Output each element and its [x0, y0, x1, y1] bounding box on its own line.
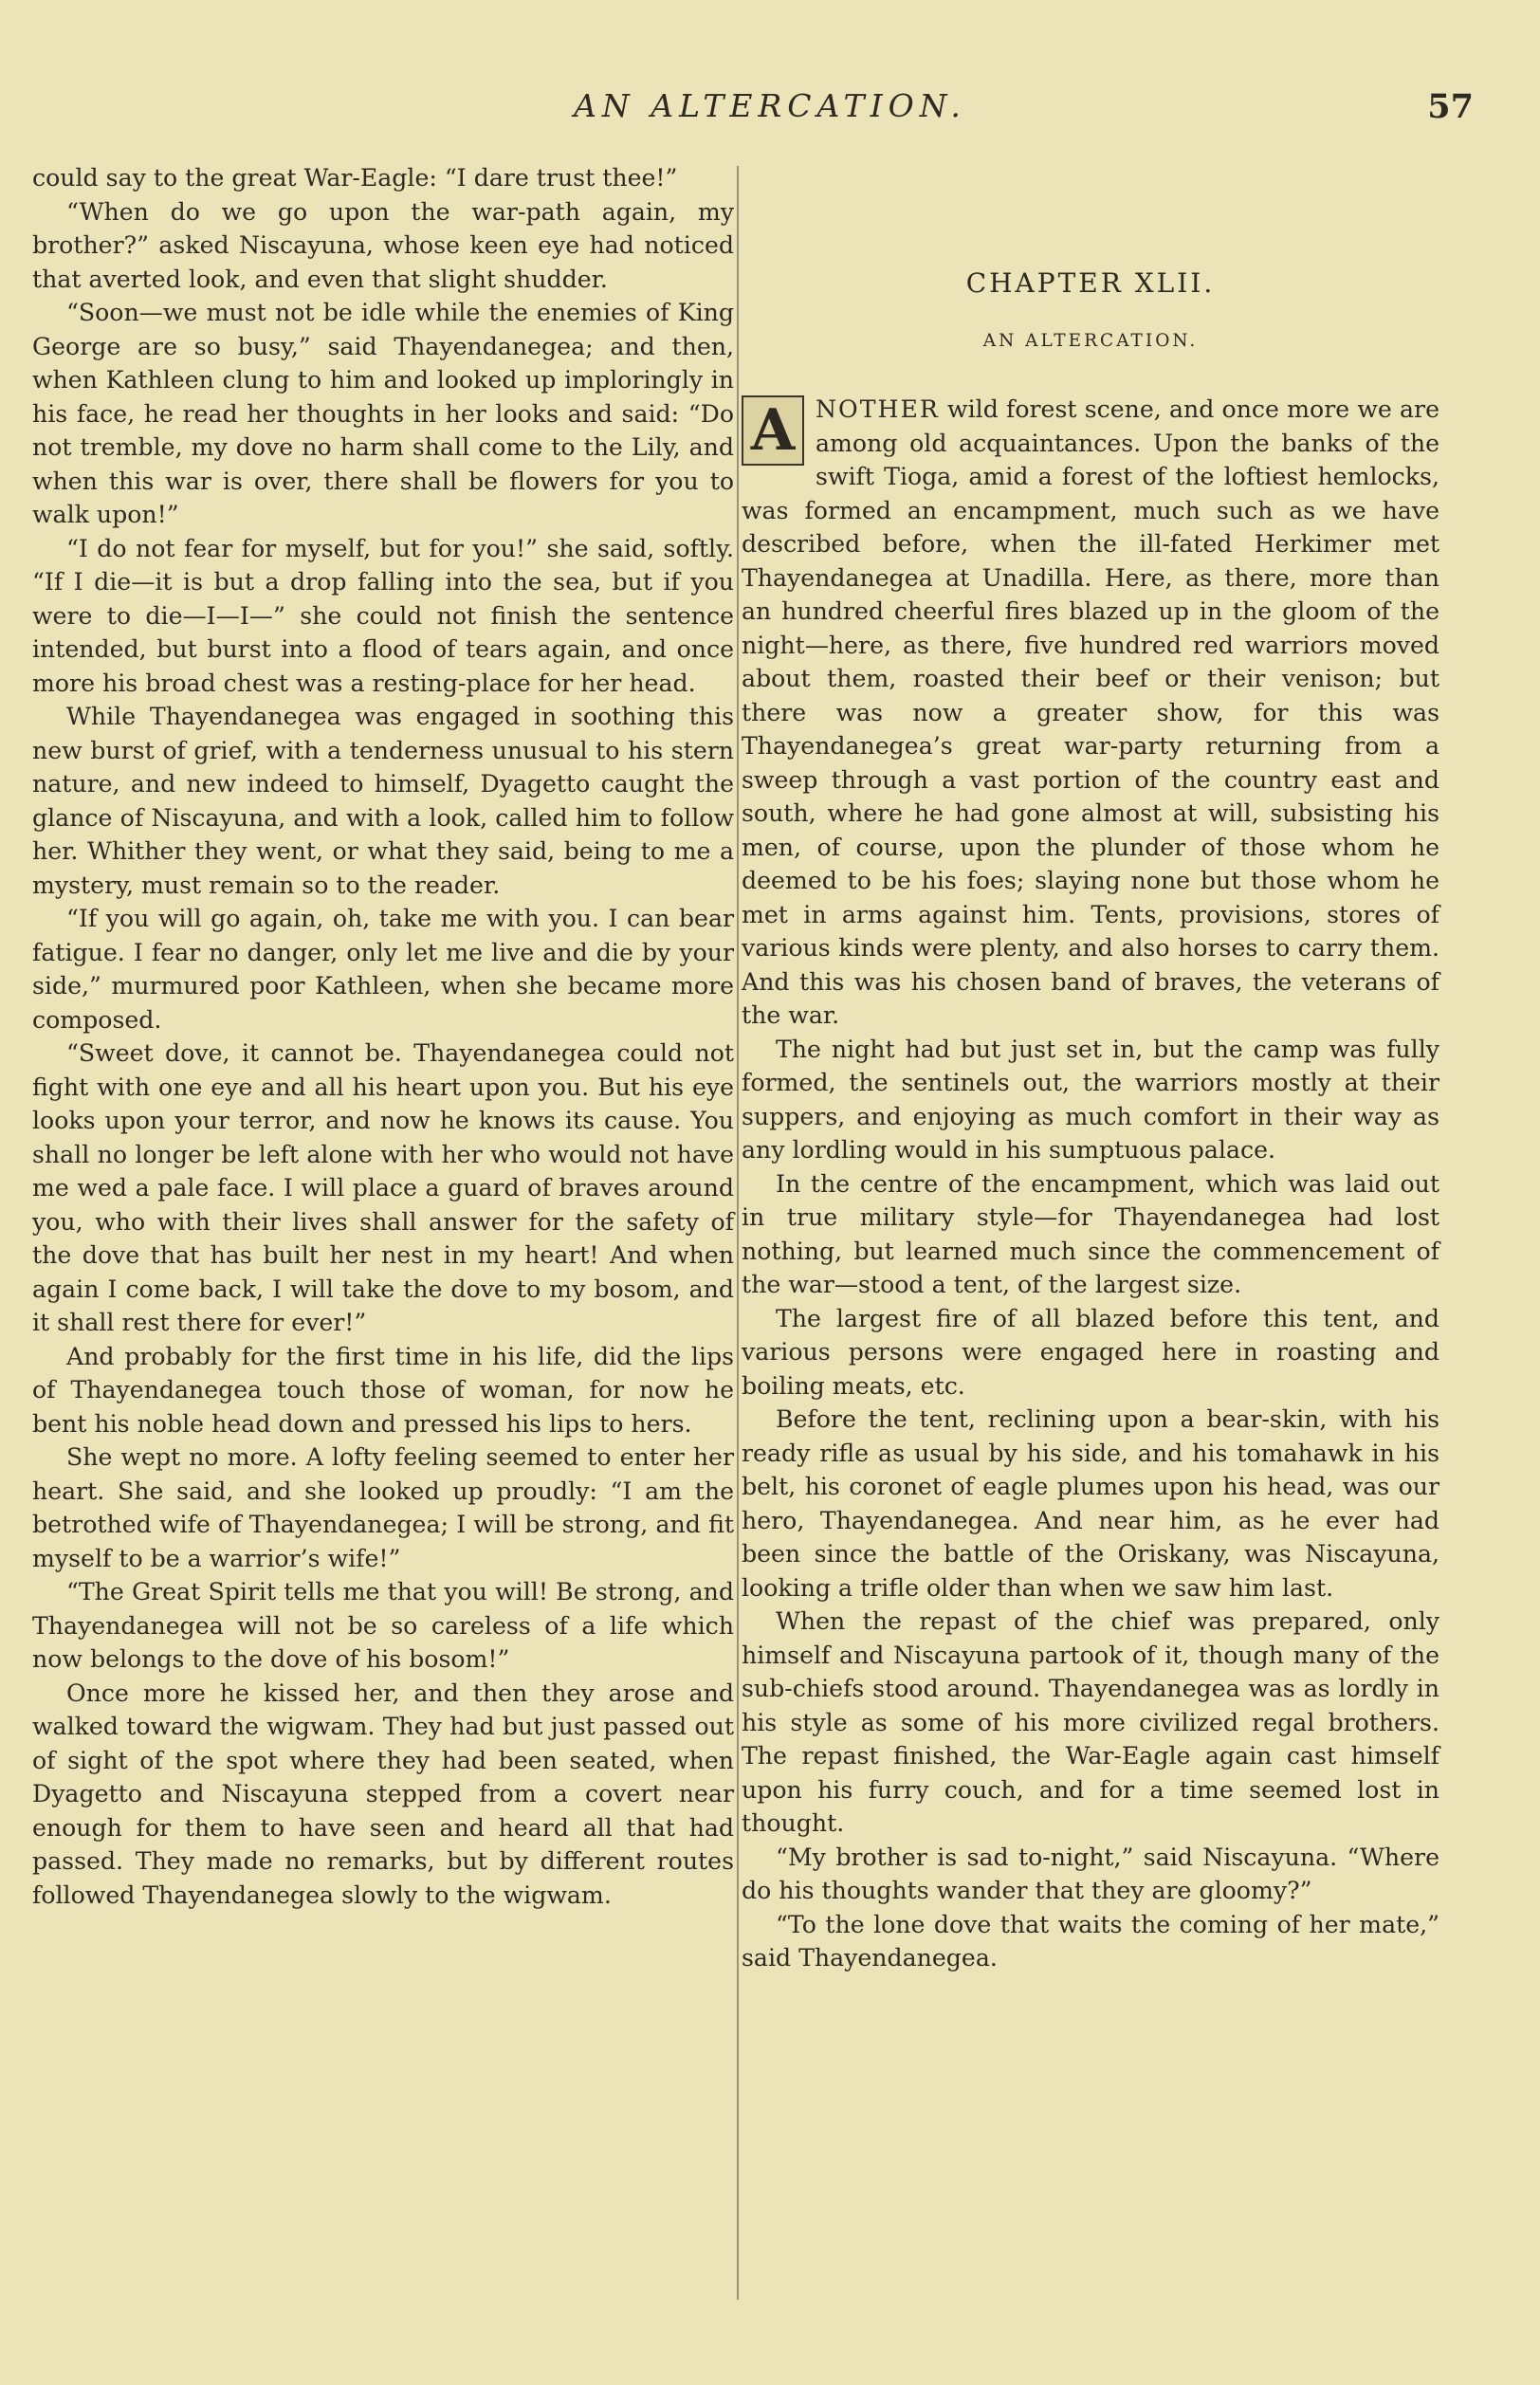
- paragraph: “Soon—we must not be idle while the enemies of King George are so busy,” said Thayendanegea; and then, when Kathleen clung to him and looked up imploringly in his face, he read her thoughts in her looks and said: “Do not tremble, my dove no harm shall come to the Lily, and when this war is over, there shall be flowers for you to walk upon!”: [32, 299, 734, 528]
- paragraph: And probably for the first time in his life, did the lips of Thayendanegea touch those of woman, for now he bent his noble head down and pressed his lips to hers.: [32, 1342, 734, 1438]
- paragraph: Once more he kissed her, and then they arose and walked toward the wigwam. They had but just passed out of sight of the spot where they had been seated, when Dyagetto and Niscayuna stepped from a covert near enough for them to have seen and heard all that had passed. They made no remarks, but by different routes followed Thayendanegea slowly to the wigwam.: [32, 1679, 734, 1909]
- page-number: 57: [1427, 87, 1474, 126]
- paragraph: “When do we go upon the war-path again, my brother?” asked Niscayuna, whose keen eye had noticed that averted look, and even that slight shudder.: [32, 197, 734, 293]
- left-column: [32, 161, 734, 1912]
- drop-cap: A: [742, 395, 804, 466]
- paragraph: “If you will go again, oh, take me with you. I can bear fatigue. I fear no danger, only let me live and die by your side,” murmured poor Kathleen, when she became more composed.: [32, 905, 734, 1034]
- paragraph: “I do not fear for myself, but for you!” she said, softly. “If I die—it is but a drop falling into the sea, but if you were to die—I—I—” she could not finish the sentence intended, but burst into a flood of tears again, and once more his broad chest was a resting-place for her head.: [32, 534, 734, 697]
- paragraph: “To the lone dove that waits the coming of her mate,” said Thayendanegea.: [742, 1910, 1439, 1972]
- chapter-opening-paragraph: [742, 393, 1439, 1033]
- chapter-subtitle: AN ALTERCATION.: [982, 331, 1199, 351]
- paragraph: “Sweet dove, it cannot be. Thayendanegea could not fight with one eye and all his heart upon you. But his eye looks upon your terror, and now he knows its cause. You shall no longer be left alone with her who would not have me wed a pale face. I will place a guard of braves around you, who with their lives shall answer for the safety of the dove that has built her nest in my heart! And when again I come back, I will take the dove to my bosom, and it shall rest there for ever!”: [32, 1039, 734, 1336]
- running-title: AN ALTERCATION.: [574, 87, 966, 124]
- paragraph: When the repast of the chief was prepared, only himself and Niscayuna partook of it, though many of the sub-chiefs stood around. Thayendanegea was as lordly in his style as some of his more civilized regal brothers. The repast finished, the War-Eagle again cast himself upon his furry couch, and for a time seemed lost in thought.: [742, 1607, 1439, 1837]
- opening-text: wild forest scene, and once more we are among old acquaintances. Upon the banks of the swift Tioga, amid a forest of the loftiest hemlocks, was formed an encampment, much such as we have described before, when the ill-fated Herkimer met Thayendanegea at Unadilla. Here, as there, more than an hundred cheerful fires blazed up in the gloom of the night—here, as there, five hundred red warriors moved about them, roasted their beef or their venison; but there was now a greater show, for this was Thayendanegea’s great war-party returning from a sweep through a vast portion of the country east and south, where he had gone almost at will, subsisting his men, of course, upon the plunder of those whom he deemed to be his foes; slaying none but those whom he met in arms against him. Tents, provisions, stores of various kinds were plenty, and also horses to carry them. And this was his chosen band of braves, the veterans of the war.: [742, 395, 1439, 1029]
- paragraph: Before the tent, reclining upon a bear-skin, with his ready rifle as usual by his side, and his tomahawk in his belt, his coronet of eagle plumes upon his head, was our hero, Thayendanegea. And near him, as he ever had been since the battle of the Oriskany, was Niscayuna, looking a trifle older than when we saw him last.: [742, 1405, 1439, 1602]
- paragraph: “My brother is sad to-night,” said Niscayuna. “Where do his thoughts wander that they are gloomy?”: [742, 1843, 1439, 1904]
- chapter-heading: CHAPTER XLII.: [965, 267, 1216, 299]
- running-head: [0, 87, 1540, 135]
- column-divider: [737, 166, 739, 2300]
- paragraph: In the centre of the encampment, which was laid out in true military style—for Thayendanegea had lost nothing, but learned much since the commencement of the war—stood a tent, of the largest size.: [742, 1169, 1439, 1298]
- paragraph: While Thayendanegea was engaged in soothing this new burst of grief, with a tenderness unusual to his stern nature, and new indeed to himself, Dyagetto caught the glance of Niscayuna, and with a look, called him to follow her. Whither they went, or what they said, being to me a mystery, must remain so to the reader.: [32, 703, 734, 899]
- paragraph: The largest fire of all blazed before this tent, and various persons were engaged here in roasting and boiling meats, etc.: [742, 1304, 1439, 1400]
- right-column: [742, 161, 1439, 1975]
- paragraph: “The Great Spirit tells me that you will! Be strong, and Thayendanegea will not be so careless of a life which now belongs to the dove of his bosom!”: [32, 1578, 734, 1673]
- opening-word: NOTHER: [816, 395, 940, 423]
- paragraph: The night had but just set in, but the camp was fully formed, the sentinels out, the warriors mostly at their suppers, and enjoying as much comfort in their way as any lordling would in his sumptuous palace.: [742, 1035, 1439, 1164]
- paragraph: She wept no more. A lofty feeling seemed to enter her heart. She said, and she looked up proudly: “I am the betrothed wife of Thayendanegea; I will be strong, and fit myself to be a warrior’s wife!”: [32, 1443, 734, 1572]
- paragraph: could say to the great War-Eagle: “I dare trust thee!”: [32, 164, 678, 192]
